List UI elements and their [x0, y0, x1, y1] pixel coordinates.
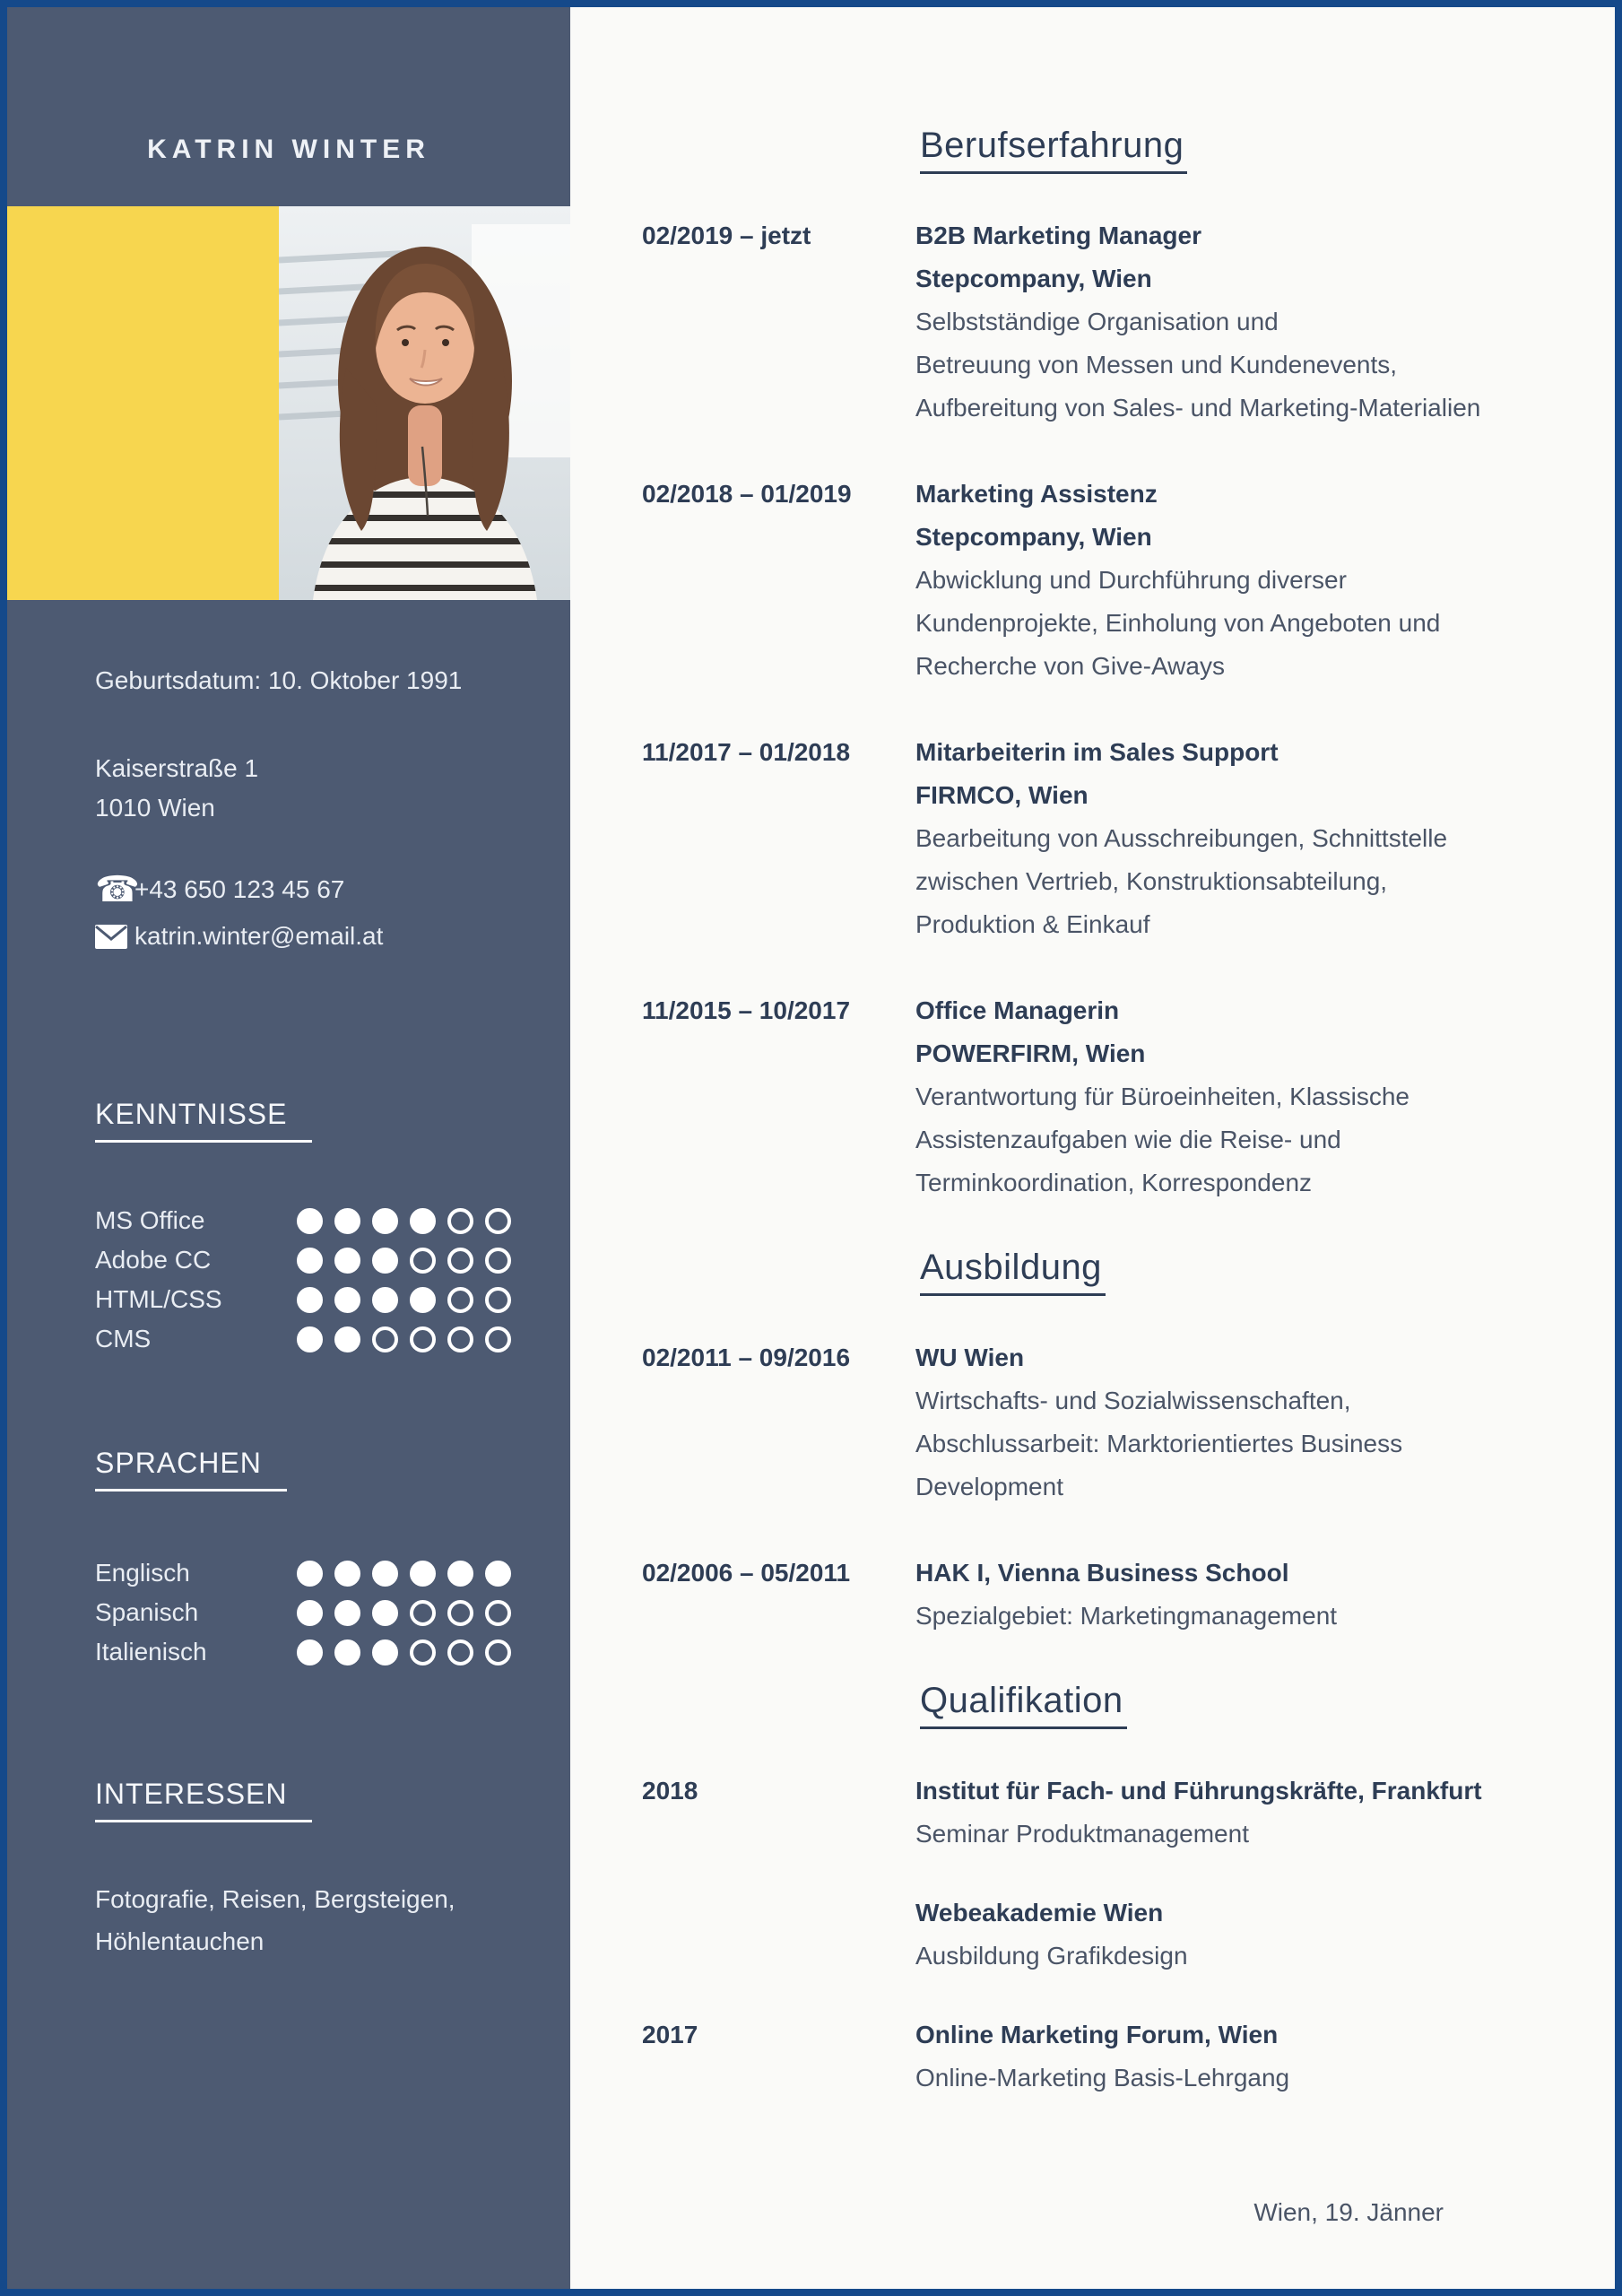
address-city: 1010 Wien [95, 794, 215, 822]
dot-filled [372, 1639, 398, 1665]
dot-empty [485, 1600, 511, 1626]
dot-empty [410, 1248, 436, 1274]
dot-filled [334, 1639, 360, 1665]
dot-filled [297, 1639, 323, 1665]
entry-line: zwischen Vertrieb, Konstruktionsabteilung, [915, 867, 1388, 895]
rating-label: CMS [95, 1325, 152, 1352]
entry-date: 2017 [642, 2021, 698, 2048]
profile-photo [279, 206, 570, 600]
dot-empty [447, 1326, 473, 1352]
address-street: Kaiserstraße 1 [95, 754, 259, 782]
rating-label: HTML/CSS [95, 1285, 222, 1313]
languages-header: SPRACHEN [95, 1447, 287, 1492]
dot-filled [334, 1248, 360, 1274]
entry-line: Ausbildung Grafikdesign [915, 1942, 1188, 1970]
entry-date [642, 1892, 915, 1978]
skill-dots [297, 1248, 511, 1274]
entry-company: FIRMCO, Wien [915, 781, 1089, 809]
resume-entry [642, 2013, 1549, 2100]
sidebar [7, 7, 570, 2289]
qualification-entries [642, 1770, 1549, 2100]
dot-empty [372, 1326, 398, 1352]
entry-description [915, 1813, 1549, 1856]
experience-entries [642, 214, 1549, 1205]
entry-line: Recherche von Give-Aways [915, 652, 1225, 680]
resume-entry [642, 1552, 1549, 1638]
entry-line: Wirtschafts- und Sozialwissenschaften, [915, 1387, 1351, 1414]
entry-date: 02/2019 – jetzt [642, 222, 811, 249]
signature-line: Wien, 19. Jänner [1253, 2198, 1444, 2226]
entry-description [915, 1379, 1549, 1509]
rating-row [95, 1240, 534, 1280]
dot-filled [297, 1561, 323, 1587]
dot-empty [485, 1326, 511, 1352]
entry-company: POWERFIRM, Wien [915, 1039, 1146, 1067]
email-row [95, 913, 534, 960]
dot-empty [447, 1639, 473, 1665]
entry-title: HAK I, Vienna Business School [915, 1559, 1289, 1587]
entry-date: 02/2018 – 01/2019 [642, 480, 852, 508]
dot-filled [410, 1208, 436, 1234]
main-column [570, 7, 1615, 2289]
resume-entry [642, 1892, 1549, 1978]
dot-filled [297, 1600, 323, 1626]
entry-title: Webeakademie Wien [915, 1899, 1164, 1926]
skill-dots [297, 1639, 511, 1665]
entry-line: Bearbeitung von Ausschreibungen, Schnittstelle [915, 824, 1448, 852]
entry-description [915, 1595, 1549, 1638]
dot-filled [447, 1561, 473, 1587]
entry-title: WU Wien [915, 1344, 1025, 1371]
dot-filled [297, 1287, 323, 1313]
entry-line: Kundenprojekte, Einholung von Angeboten und [915, 609, 1441, 637]
entry-date: 02/2006 – 05/2011 [642, 1559, 851, 1587]
email-icon [95, 925, 134, 949]
skill-dots [297, 1326, 511, 1352]
resume-entry [642, 473, 1549, 688]
entry-description [915, 817, 1549, 946]
rating-label: MS Office [95, 1206, 205, 1234]
rating-row [95, 1593, 534, 1632]
yellow-accent-block [7, 206, 279, 600]
profile-photo-illustration [279, 206, 570, 600]
skills-list [95, 1201, 534, 1359]
entry-title: B2B Marketing Manager [915, 222, 1201, 249]
dot-filled [410, 1561, 436, 1587]
entry-line: Online-Marketing Basis-Lehrgang [915, 2064, 1290, 2092]
dot-filled [334, 1600, 360, 1626]
skill-dots [297, 1287, 511, 1313]
rating-label: Adobe CC [95, 1246, 212, 1274]
dot-empty [485, 1248, 511, 1274]
entry-line: Produktion & Einkauf [915, 910, 1150, 938]
entry-date: 2018 [642, 1777, 698, 1805]
dot-empty [410, 1639, 436, 1665]
entry-line: Spezialgebiet: Marketingmanagement [915, 1602, 1338, 1630]
entry-description [915, 2057, 1549, 2100]
rating-row [95, 1632, 534, 1672]
phone-number: +43 650 123 45 67 [134, 875, 345, 903]
entry-date: 11/2015 – 10/2017 [642, 996, 851, 1024]
entry-line: Aufbereitung von Sales- und Marketing-Materialien [915, 394, 1481, 422]
dot-filled [485, 1561, 511, 1587]
dot-filled [297, 1326, 323, 1352]
entry-line: Betreuung von Messen und Kundenevents, [915, 351, 1398, 378]
dot-empty [447, 1287, 473, 1313]
entry-date: 02/2011 – 09/2016 [642, 1344, 851, 1371]
section-qualification [642, 1681, 1549, 2100]
rating-row [95, 1280, 534, 1319]
interests-header: INTERESSEN [95, 1778, 312, 1822]
dot-empty [410, 1326, 436, 1352]
dot-empty [485, 1208, 511, 1234]
entry-line: Terminkoordination, Korrespondenz [915, 1169, 1313, 1196]
dot-filled [297, 1208, 323, 1234]
entry-description [915, 559, 1549, 688]
skill-dots [297, 1600, 511, 1626]
rating-label: Italienisch [95, 1638, 207, 1665]
person-name: KATRIN WINTER [147, 135, 430, 164]
section-experience [642, 126, 1549, 1205]
skill-dots [297, 1208, 511, 1234]
phone-row [95, 866, 534, 913]
entry-line: Development [915, 1473, 1063, 1500]
dot-empty [485, 1287, 511, 1313]
dot-filled [334, 1326, 360, 1352]
dot-empty [410, 1600, 436, 1626]
entry-date: 11/2017 – 01/2018 [642, 738, 851, 766]
dot-filled [372, 1208, 398, 1234]
education-header: Ausbildung [920, 1248, 1106, 1296]
dot-filled [334, 1208, 360, 1234]
phone-icon: ☎ [95, 869, 140, 910]
dot-filled [372, 1561, 398, 1587]
dot-filled [334, 1287, 360, 1313]
experience-header: Berufserfahrung [920, 126, 1187, 174]
entry-title: Mitarbeiterin im Sales Support [915, 738, 1279, 766]
entry-line: Abwicklung und Durchführung diverser [915, 566, 1347, 594]
resume-entry [642, 731, 1549, 946]
rating-row [95, 1319, 534, 1359]
contact-block [95, 866, 534, 960]
entry-line: Assistenzaufgaben wie die Reise- und [915, 1126, 1341, 1153]
entry-title: Online Marketing Forum, Wien [915, 2021, 1279, 2048]
dot-filled [410, 1287, 436, 1313]
resume-entry [642, 1770, 1549, 1856]
dot-empty [447, 1248, 473, 1274]
dot-filled [297, 1248, 323, 1274]
rating-label: Englisch [95, 1559, 190, 1587]
birthdate: Geburtsdatum: 10. Oktober 1991 [95, 666, 463, 694]
qualification-header: Qualifikation [920, 1681, 1127, 1729]
languages-list [95, 1553, 534, 1672]
rating-label: Spanisch [95, 1598, 199, 1626]
dot-empty [447, 1600, 473, 1626]
rating-row [95, 1553, 534, 1593]
section-education [642, 1248, 1549, 1638]
entry-description [915, 1075, 1549, 1205]
rating-row [95, 1201, 534, 1240]
entry-line: Seminar Produktmanagement [915, 1820, 1249, 1848]
dot-filled [372, 1600, 398, 1626]
education-entries [642, 1336, 1549, 1638]
dot-empty [485, 1639, 511, 1665]
photo-row [7, 206, 570, 600]
entry-company: Stepcompany, Wien [915, 265, 1152, 292]
dot-filled [334, 1561, 360, 1587]
entry-title: Marketing Assistenz [915, 480, 1158, 508]
interests-text: Fotografie, Reisen, Bergsteigen, Höhlentauchen [95, 1885, 455, 1955]
skills-header: KENNTNISSE [95, 1098, 312, 1143]
dot-filled [372, 1287, 398, 1313]
resume-entry [642, 1336, 1549, 1509]
email-address: katrin.winter@email.at [134, 922, 384, 950]
entry-line: Selbstständige Organisation und [915, 308, 1279, 335]
entry-title: Office Managerin [915, 996, 1120, 1024]
address-block [95, 749, 534, 828]
entry-company: Stepcompany, Wien [915, 523, 1152, 551]
resume-entry [642, 214, 1549, 430]
entry-description [915, 1935, 1549, 1978]
entry-line: Verantwortung für Büroeinheiten, Klassische [915, 1083, 1409, 1110]
entry-title: Institut für Fach- und Führungskräfte, Frankfurt [915, 1777, 1482, 1805]
resume-entry [642, 989, 1549, 1205]
skill-dots [297, 1561, 511, 1587]
entry-line: Abschlussarbeit: Marktorientiertes Business [915, 1430, 1403, 1457]
dot-empty [447, 1208, 473, 1234]
name-band [7, 7, 570, 206]
dot-filled [372, 1248, 398, 1274]
entry-description [915, 300, 1549, 430]
